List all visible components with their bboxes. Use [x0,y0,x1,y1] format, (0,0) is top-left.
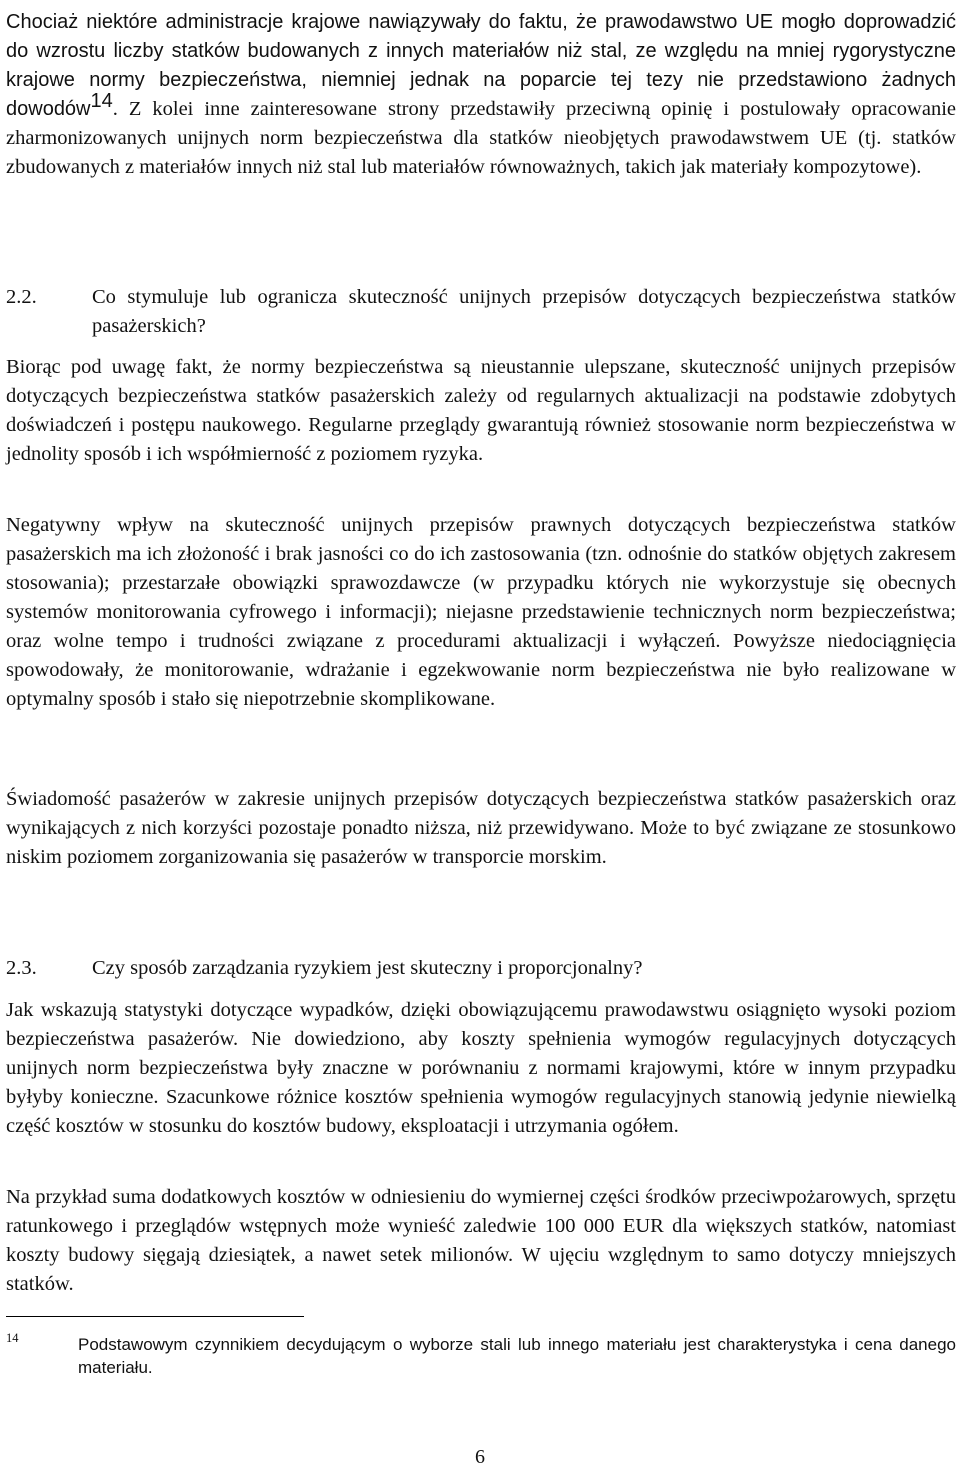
paragraph: Biorąc pod uwagę fakt, że normy bezpieczeństwa są nieustannie ulepszane, skuteczność unijnych przepisów dotyczących bezpieczeństwa statków pasażerskich zależy od regularnych aktualizacji na podstawie zdobytych doświadczeń i postępu naukowego. Regularne przeglądy gwarantują również stosowanie norm bezpieczeństwa w jednolity sposób i ich współmierność z poziomem ryzyka. [6,356,956,465]
section-title: Co stymuluje lub ogranicza skuteczność unijnych przepisów dotyczących bezpieczeństwa statków pasażerskich? [92,286,956,337]
paragraph-intro [6,8,956,182]
section-heading-2-2 [6,283,956,341]
section-title: Czy sposób zarządzania ryzykiem jest skuteczny i proporcjonalny? [92,957,643,979]
paragraph-intro-text: Chociaż niektóre administracje krajowe nawiązywały do faktu, że prawodawstwo UE mogło doprowadzić do wzrostu liczby statków budowanych z innych materiałów niż stal, ze względu na mniej rygorystyczne krajowe normy bezpieczeństwa, niemniej jednak na poparcie tej tezy nie przedstawiono żadnych dowodów [6,11,956,120]
section-heading-2-3 [6,954,956,983]
footnote-number: 14 [6,1331,19,1345]
footnote-separator [6,1316,304,1317]
page-number: 6 [475,1446,485,1468]
section-number: 2.3. [6,957,37,979]
paragraph: Na przykład suma dodatkowych kosztów w odniesieniu do wymiernej części środków przeciwpożarowych, sprzętu ratunkowego i przeglądów wstępnych może wynieść zaledwie 100 000 EUR dla większych statków, natomiast koszty budowy sięgają dziesiątek, a nawet setek milionów. W ujęciu względnym to samo dotyczy mniejszych statków. [6,1186,956,1295]
paragraph: Świadomość pasażerów w zakresie unijnych przepisów dotyczących bezpieczeństwa statków pasażerskich oraz wynikających z nich korzyści pozostaje ponadto niższa, niż przewidywano. Może to być związane ze stosunkowo niskim poziomem zorganizowania się pasażerów w transporcie morskim. [6,788,956,868]
footnote-text: Podstawowym czynnikiem decydującym o wyborze stali lub innego materiału jest charakterystyka i cena danego materiału. [78,1335,956,1377]
paragraph: Jak wskazują statystyki dotyczące wypadków, dzięki obowiązującemu prawodawstwu osiągnięto wysoki poziom bezpieczeństwa pasażerów. Nie dowiedziono, aby koszty spełnienia wymogów regulacyjnych dotyczących unijnych norm bezpieczeństwa były znaczne w porównaniu z normami krajowymi, które w innym przypadku byłyby konieczne. Szacunkowe różnice kosztów spełnienia wymogów regulacyjnych stanowią jedynie niewielką część kosztów w stosunku do kosztów budowy, eksploatacji i utrzymania ogółem. [6,999,956,1137]
paragraph: Negatywny wpływ na skuteczność unijnych przepisów prawnych dotyczących bezpieczeństwa statków pasażerskich ma ich złożoność i brak jasności co do ich zastosowania (tzn. odnośnie do statków objętych zakresem stosowania); przestarzałe obowiązki sprawozdawcze (w przypadku których nie wykorzystuje się obecnych systemów monitorowania cyfrowego i informacji); niejasne przedstawienie technicznych norm bezpieczeństwa; oraz wolne tempo i trudności związane z procedurami aktualizacji i wyłączeń. Powyższe niedociągnięcia spowodowały, że monitorowanie, wdrażanie i egzekwowanie norm bezpieczeństwa nie było realizowane w optymalny sposób i stało się niepotrzebnie skomplikowane. [6,514,956,710]
section-number: 2.2. [6,286,37,308]
footnote-reference: 14 [90,90,113,112]
paragraph-intro-continuation: . Z kolei inne zainteresowane strony przedstawiły przeciwną opinię i postulowały opracowanie zharmonizowanych unijnych norm bezpieczeństwa dla statków nieobjętych prawodawstwem UE (tj. statków zbudowanych z materiałów innych niż stal lub materiałów równoważnych, takich jak materiały kompozytowe). [6,98,956,178]
